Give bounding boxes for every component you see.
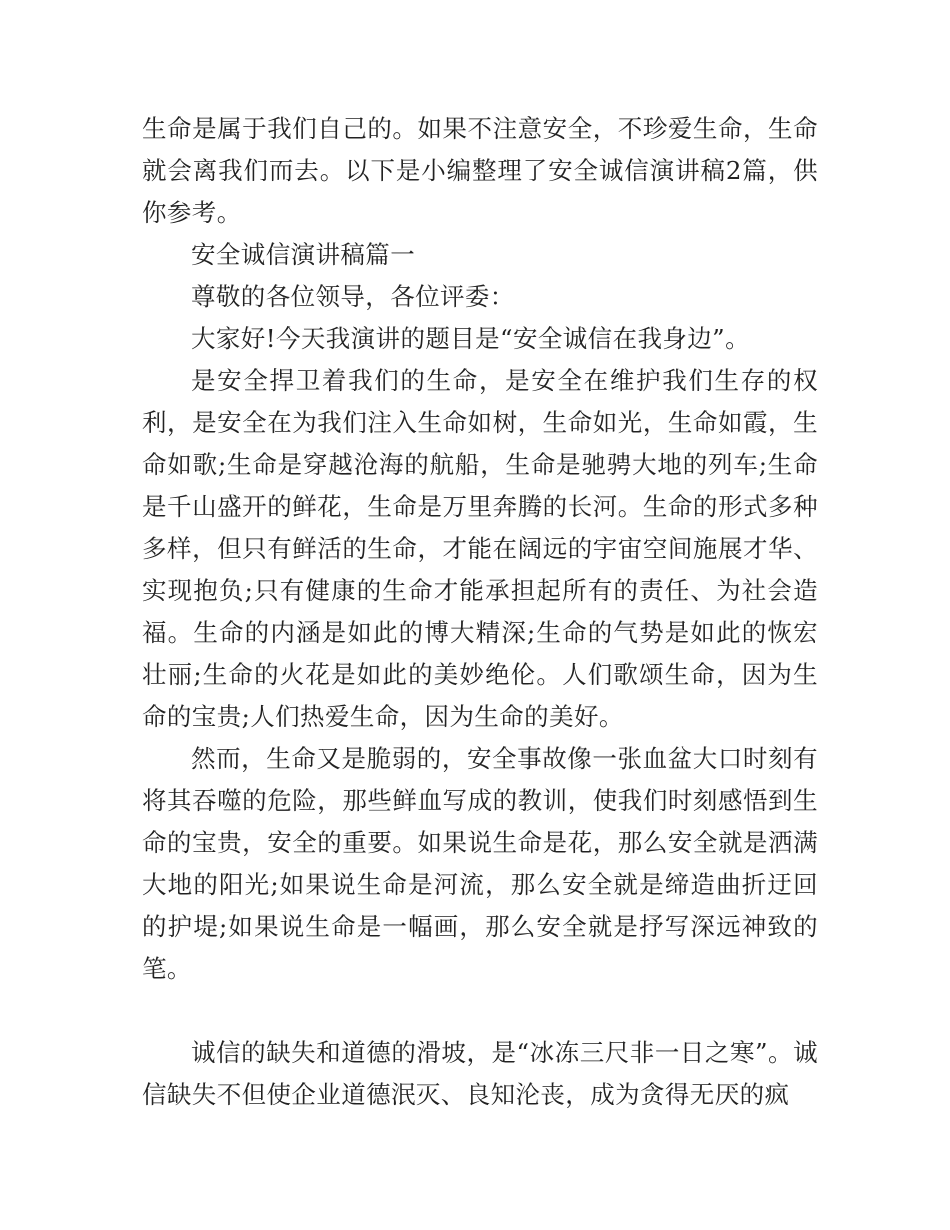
greeting-paragraph: 大家好!今天我演讲的题目是“安全诚信在我身边”。 <box>191 324 750 353</box>
salutation: 尊敬的各位领导，各位评委： <box>191 282 515 311</box>
section-heading: 安全诚信演讲稿篇一 <box>191 240 416 269</box>
document-body <box>142 108 818 1116</box>
body-paragraph: 诚信的缺失和道德的滑坡，是“冰冻三尺非一日之寒”。诚信缺失不但使企业道德泯灭、良知沦丧，成为贪得无厌的疯 <box>142 1038 818 1109</box>
intro-paragraph: 生命是属于我们自己的。如果不注意安全，不珍爱生命，生命就会离我们而去。以下是小编整理了安全诚信演讲稿2篇，供你参考。 <box>142 114 818 227</box>
body-paragraph: 是安全捍卫着我们的生命，是安全在维护我们生存的权利，是安全在为我们注入生命如树，生命如光，生命如霞，生命如歌;生命是穿越沧海的航船，生命是驰骋大地的列车;生命是千山盛开的鲜花，生命是万里奔腾的长河。生命的形式多种多样，但只有鲜活的生命，才能在阔远的宇宙空间施展才华、实现抱负;只有健康的生命才能承担起所有的责任、为社会造福。生命的内涵是如此的博大精深;生命的气势是如此的恢宏壮丽;生命的火花是如此的美妙绝伦。人们歌颂生命，因为生命的宝贵;人们热爱生命，因为生命的美好。 <box>142 366 818 731</box>
body-paragraph: 然而，生命又是脆弱的，安全事故像一张血盆大口时刻有将其吞噬的危险，那些鲜血写成的教训，使我们时刻感悟到生命的宝贵，安全的重要。如果说生命是花，那么安全就是洒满大地的阳光;如果说生命是河流，那么安全就是缔造曲折迂回的护堤;如果说生命是一幅画，那么安全就是抒写深远神致的笔。 <box>142 744 818 983</box>
